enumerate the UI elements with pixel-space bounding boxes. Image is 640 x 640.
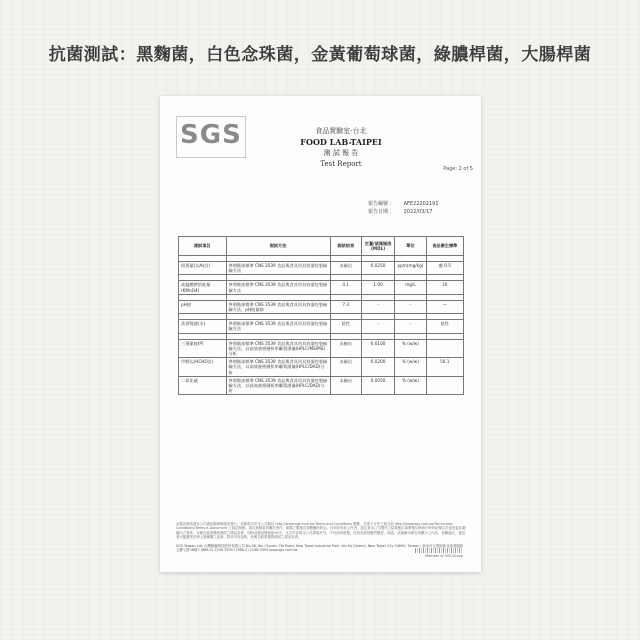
cell-limit: —	[426, 300, 463, 313]
cell-unit: -	[395, 320, 426, 333]
page-number: Page: 2 of 5	[443, 166, 473, 172]
cell-result: 陰性	[330, 320, 361, 333]
report-no-row	[368, 200, 439, 208]
cell-item: 三聚氰胺(P)	[179, 339, 227, 358]
cell-result: 7.3	[330, 300, 361, 313]
cell-result: 4.1	[330, 281, 361, 294]
page-headline: 抗菌測試：黑麴菌，白色念珠菌，金黃葡萄球菌，綠膿桿菌，大腸桿菌	[48, 45, 592, 65]
table-row	[179, 376, 464, 395]
report-meta	[368, 200, 439, 216]
lab-heading	[286, 126, 396, 170]
cell-unit: mg/L	[395, 281, 426, 294]
cell-method: 參照衛部標準 CNS 3539 食品與食具用具容器包裝檢驗方法	[226, 320, 330, 333]
table-row	[179, 300, 464, 313]
report-date-row	[368, 208, 439, 216]
results-table	[178, 236, 464, 395]
sgs-logo: SGS	[180, 120, 242, 150]
cell-mdl: -	[361, 300, 394, 313]
cell-limit	[426, 376, 463, 395]
cell-mdl: 1.00	[361, 281, 394, 294]
report-date-value: 2022/03/17	[403, 209, 433, 215]
cell-result: 未檢出	[330, 339, 361, 358]
report-date-label: 報告日期 :	[368, 209, 392, 215]
cell-method: 參照衛部標準 CNS 3539 食品與食具用具容器包裝檢驗方法	[226, 262, 330, 275]
cell-limit: 陰性	[426, 320, 463, 333]
cell-item: 二氧化硫	[179, 376, 227, 395]
cell-limit: 10	[426, 281, 463, 294]
test-report-document	[160, 96, 481, 572]
cell-method: 參照衛部標準 CNS 3539 食品與食具用具容器包裝檢驗方法，以高效液相層析串聯質譜儀(HPLC/DAD)分析	[226, 358, 330, 377]
report-title-cn: 測 試 報 告	[323, 149, 359, 157]
cell-unit: ppm(mg/kg)	[395, 262, 426, 275]
table-row	[179, 339, 464, 358]
footer-address: SGS Taiwan Ltd. 台灣檢驗科技股份有限公司 No.38, Wu Chyuan 7th Road, New Taipei Industrial Park, Wu Ku District, New Taipei City 24890, Taiwan / 新北市五股區新北產業園區五權七路38號 t (886-2) 2299-3939 f (886-2) 2298-9393 www.sgs.com.tw	[176, 543, 464, 553]
report-title-en: Test Report	[320, 160, 362, 168]
cell-method: 參照衛部標準 CNS 3539 食品與食具用具容器包裝檢驗方法，以高效液相層析串聯質譜儀(HPLC/DAD)分析	[226, 376, 330, 395]
cell-method: 參照衛部標準 CNS 3539 食品與食具用具容器包裝檢驗方法	[226, 281, 330, 294]
cell-result: 未檢出	[330, 262, 361, 275]
cell-limit: 應 0.5	[426, 262, 463, 275]
cell-limit	[426, 339, 463, 358]
cell-method: 參照衛部標準 CNS 3539 食品與食具用具容器包裝檢驗方法，以高效液相層析串聯質譜儀(HPLC/MS/MS)分析	[226, 339, 330, 358]
cell-mdl: 0.0100	[361, 339, 394, 358]
member-of-sgs: Member of SGS Group	[425, 554, 463, 558]
cell-mdl: 0.0050	[361, 376, 394, 395]
header-result: 測試結果	[330, 237, 361, 256]
cell-item: pH值	[179, 300, 227, 313]
header-item: 測試項目	[179, 237, 227, 256]
cell-unit: % (w/w)	[395, 358, 426, 377]
cell-mdl: 0.0250	[361, 262, 394, 275]
header-limit: 食品衛生標準	[426, 237, 463, 256]
table-row	[179, 262, 464, 275]
cell-unit: % (w/w)	[395, 376, 426, 395]
report-no-value: AFE22202191	[403, 201, 439, 207]
cell-result: 未檢出	[330, 358, 361, 377]
cell-item: 甲醛(以HCHO計)	[179, 358, 227, 377]
cell-unit: -	[395, 300, 426, 313]
table-row	[179, 358, 464, 377]
cell-unit: % (w/w)	[395, 339, 426, 358]
cell-method: 參照衛部標準 CNS 3539 食品與食具用具容器包裝檢驗方法，pH值量測	[226, 300, 330, 313]
table-row	[179, 320, 464, 333]
cell-result: 未檢出	[330, 376, 361, 395]
cell-item: 鉛黃量(以As計)	[179, 262, 227, 275]
cell-limit: 50.1	[426, 358, 463, 377]
cell-item: 高錳酸鉀消耗量(KMnO4)	[179, 281, 227, 294]
cell-item: 蒸發殘渣(水)	[179, 320, 227, 333]
lab-name-cn: 食品實驗室-台北	[315, 127, 367, 135]
lab-name-en: FOOD LAB-TAIPEI	[300, 137, 382, 147]
report-no-label: 報告編號 :	[368, 201, 392, 207]
header-unit: 單位	[395, 237, 426, 256]
cell-mdl: -	[361, 320, 394, 333]
barcode-icon	[415, 548, 463, 553]
table-row	[179, 281, 464, 294]
table-header-row	[179, 237, 464, 256]
header-method: 測試方法	[226, 237, 330, 256]
footer-terms: 此報告係依據本公司通用服務條款所發行，其條款可於本公司網站 http://www.sgs.com.tw/Terms-and-Conditions 閱覽，凡電子文件之格式依 http://www.sgs.com.tw/Terms-and-Conditions/Terms-e-Document 之規定辦理。請注意條款有關於責任、賠償之限制及管轄權的約定。任何持有此文件者，請注意本公司製作之結果報告書將僅反映執行時所紀錄且於接受委託範圍內之事實。本報告結果僅對測試之樣品負責，同時此樣品僅保留90天。本文件非經本公司書面許可，不可部份複製。任何未經授權的變更、偽造、或曲解本報告所顯示之內容，皆屬違法，違犯者可能遭受法律上最嚴厲之追訴。除非另有說明，此報告結果僅對測試之樣品負責。	[176, 522, 466, 540]
cell-mdl: 0.0200	[361, 358, 394, 377]
header-mdl: 定量/偵測極限(MDL)	[361, 237, 394, 256]
